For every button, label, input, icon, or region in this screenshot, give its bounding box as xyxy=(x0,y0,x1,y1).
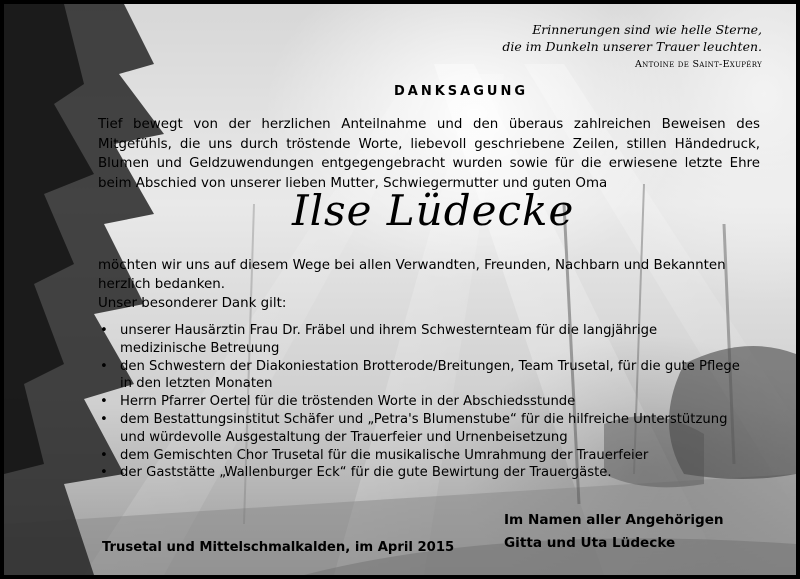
place-date: Trusetal und Mittelschmalkalden, im April 2015 xyxy=(102,540,455,555)
bullet-icon: • xyxy=(100,447,108,463)
list-item xyxy=(100,411,740,447)
list-item-text: unserer Hausärztin Frau Dr. Fräbel und ihrem Schwesternteam für die langjährige medizinische Betreuung xyxy=(120,323,658,356)
thanks-list xyxy=(100,322,740,482)
thanks-intro: Unser besonderer Dank gilt: xyxy=(98,296,287,311)
list-item xyxy=(100,393,740,411)
list-item-text: den Schwestern der Diakoniestation Brotterode/Breitungen, Team Trusetal, für die gute Pflege in den letzten Monaten xyxy=(120,358,740,392)
quote xyxy=(432,21,762,55)
quote-line-2: die im Dunkeln unserer Trauer leuchten. xyxy=(502,39,762,54)
list-item xyxy=(100,358,740,394)
bullet-icon: • xyxy=(100,358,108,374)
bullet-icon: • xyxy=(100,411,108,427)
signature-line-1: Im Namen aller Angehörigen xyxy=(504,512,724,528)
bullet-icon: • xyxy=(100,465,108,481)
bullet-icon: • xyxy=(100,323,108,338)
list-item-text: dem Gemischten Chor Trusetal für die musikalische Umrahmung der Trauerfeier xyxy=(120,447,649,463)
heading: DANKSAGUNG xyxy=(394,84,529,99)
list-item-text: dem Bestattungsinstitut Schäfer und „Petra's Blumenstube“ für die hilfreiche Unterstützung und würdevolle Ausgestaltung der Trauerfeier und Urnenbeisetzung xyxy=(120,411,728,445)
list-item-text: Herrn Pfarrer Oertel für die tröstenden Worte in der Abschiedsstunde xyxy=(120,394,576,410)
list-item xyxy=(100,447,740,465)
list-item xyxy=(100,322,740,358)
bullet-icon: • xyxy=(100,394,108,410)
thanks-paragraph-1: Tief bewegt von der herzlichen Anteilnahme und den überaus zahlreichen Beweisen des Mitgefühls, die uns durch tröstende Worte, liebevoll geschriebene Zeilen, stillen Händedruck, Blumen und Geldzuwendungen entgegengebracht wurden sowie für die erwiesene letzte Ehre beim Abschied von unserer lieben Mutter, Schwiegermutter und guten Oma xyxy=(98,117,760,191)
quote-line-1: Erinnerungen sind wie helle Sterne, xyxy=(532,22,762,37)
quote-author: Antoine de Saint-Exupéry xyxy=(634,59,762,70)
thanks-paragraph-2: möchten wir uns auf diesem Wege bei allen Verwandten, Freunden, Nachbarn und Bekannten herzlich bedanken. xyxy=(98,258,726,292)
list-item xyxy=(100,464,740,482)
signature-names: Gitta und Uta Lüdecke xyxy=(504,535,676,551)
list-item-text: der Gaststätte „Wallenburger Eck“ für die gute Bewirtung der Trauergäste. xyxy=(120,465,612,481)
deceased-name: Ilse Lüdecke xyxy=(292,186,575,235)
